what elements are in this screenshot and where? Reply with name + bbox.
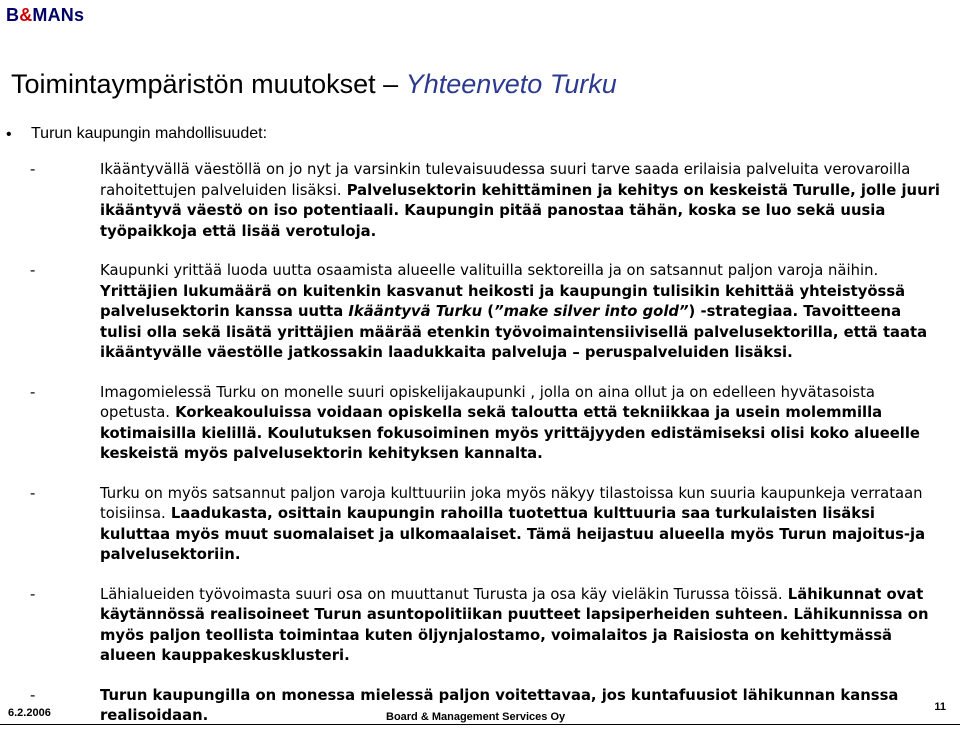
slide-title (11, 69, 617, 100)
list-item-student-city (30, 383, 945, 465)
footer-date: 6.2.2006 (8, 707, 51, 719)
item-text-segment: Tavoitteena tulisi olla sekä lisätä yrittäjien määrää etenkin työvoimaintensiivisellä palvelusektorilla, että taata ikääntyvälle väestölle jatkossakin laadukkaita palveluja – peruspalveluiden lisäksi. (100, 303, 928, 361)
item-text-segment: Yrittäjien lukumäärä on kuitenkin kasvanut heikosti ja kaupungin tulisikin kehittää yhteistyössä palvelusektorin kanssa uutta (100, 282, 906, 320)
company-logo (6, 5, 84, 26)
item-text-segment: Koulutuksen fokusoiminen myös yrittäjyyden edistämiseksi olisi koko alueelle keskeistä myös palvelusektorin kehityksen kannalta. (100, 424, 920, 462)
list-item-aging-population (30, 160, 945, 242)
strategy-slogan: ”make silver into gold” (494, 303, 689, 320)
bullet-heading-text: Turun kaupungin mahdollisuudet: (31, 125, 268, 142)
dash-marker: - (30, 161, 36, 178)
dash-marker: - (30, 585, 36, 603)
item-text-segment: Turun kaupungilla on monessa mielessä paljon voitettavaa, jos kuntafuusiot lähikunnan kanssa realisoidaan. (100, 686, 899, 724)
list-item-culture (30, 484, 945, 566)
title-subtitle: Yhteenveto Turku (405, 69, 617, 99)
item-paragraph (100, 160, 945, 242)
item-text-segment: Palvelusektorin kehittäminen ja kehitys on keskeistä Turulle, jolle juuri ikääntyvä väestö on iso potentiaali. (100, 181, 940, 219)
item-text-segment: Lähikunnat ovat käytännössä realisoineet Turun asuntopolitiikan puutteet lapsiperheiden suhteen. (100, 585, 924, 623)
item-paragraph (100, 261, 945, 364)
item-text-segment: Kaupungin pitää panostaa tähän, koska se luo sekä uusia työpaikkoja että lisää verotuloja. (100, 202, 886, 240)
list-item-new-expertise (30, 261, 945, 364)
item-text-segment: Kaupunki yrittää luoda uutta osaamista alueelle valituilla sektoreilla ja on satsannut paljon varoja näihin. (100, 262, 879, 279)
item-text-segment: ) -strategiaa. (688, 303, 799, 320)
title-main: Toimintaympäristön muutokset – (11, 69, 399, 99)
item-text-segment: Imagomielessä Turku on monelle suuri opiskelijakaupunki , jolla on aina ollut ja on edelleen hyvätasoista opetusta. (100, 383, 875, 421)
item-text-segment: ( (482, 303, 495, 320)
item-text-segment: Korkeakouluissa voidaan opiskella sekä taloutta että tekniikkaa ja usein molemmilla kotimaisilla kielillä. (100, 404, 883, 442)
item-list (30, 160, 945, 746)
item-paragraph (100, 585, 945, 667)
logo-part-1: B (6, 5, 20, 25)
dash-marker: - (30, 383, 36, 401)
item-text-segment: Tämä heijastuu alueella myös Turun majoitus-ja palvelusektoriin. (100, 525, 926, 563)
logo-ampersand: & (19, 5, 33, 25)
dash-marker: - (30, 484, 36, 502)
item-text-segment: Laadukasta, osittain kaupungin rahoilla tuotettua kulttuuria saa turkulaisten lisäksi kuluttaa myös muut suomalaiset ja ulkomaalaiset. (100, 505, 876, 543)
item-text-segment: Lähialueiden työvoimasta suuri osa on muuttanut Turusta ja osa käy vieläkin Turussa töissä. (100, 585, 783, 603)
item-text-segment: Ikääntyvällä väestöllä on jo nyt ja varsinkin tulevaisuudessa suuri tarve saada erilaisia palveluita verovaroilla rahoitettujen palveluiden lisäksi. (100, 161, 911, 199)
item-paragraph (100, 383, 945, 465)
item-paragraph (100, 484, 945, 566)
strategy-name: Ikääntyvä Turku (348, 303, 483, 320)
page-number: 11 (934, 701, 946, 713)
logo-part-2: MANs (32, 5, 85, 25)
footer-organization: Board & Management Services Oy (386, 711, 566, 723)
dash-marker: - (30, 262, 36, 279)
item-text-segment: Lähikunnissa on myös paljon teollista toimintaa kuten öljynjalostamo, voimalaitos ja Raisiosta on kehittymässä alueen kauppakeskusklusteri. (100, 606, 929, 664)
list-item-workforce (30, 585, 945, 667)
item-text-segment: Turku on myös satsannut paljon varoja kulttuuriin joka myös näkyy tilastoissa kun suuria kaupunkeja verrataan toisiinsa. (100, 484, 923, 522)
dash-marker: - (30, 686, 36, 704)
bullet-icon: • (6, 126, 12, 143)
footer-divider (0, 724, 960, 725)
